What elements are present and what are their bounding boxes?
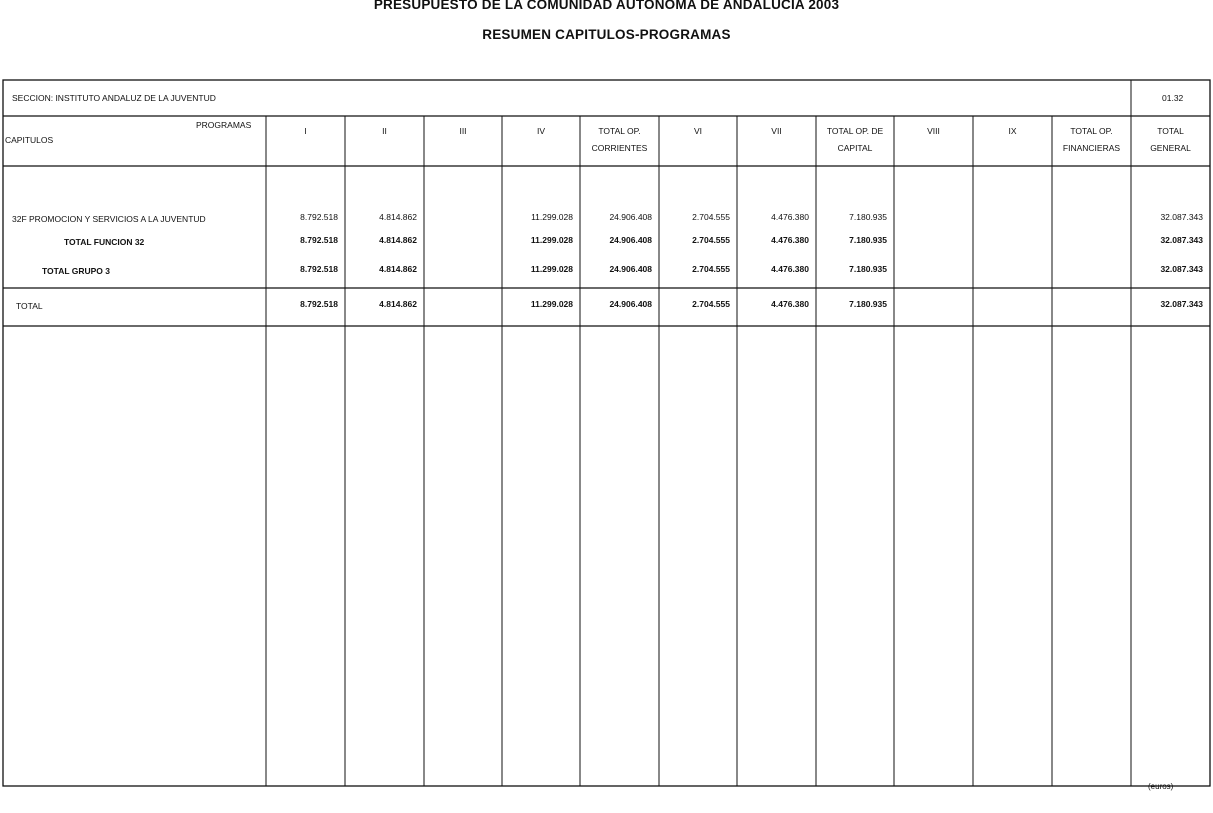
column-header: VIII — [927, 126, 940, 136]
table-cell: 4.814.862 — [379, 235, 417, 245]
table-cell: 11.299.028 — [530, 235, 573, 245]
table-cell: 24.906.408 — [609, 264, 652, 274]
table-cell: 4.476.380 — [771, 299, 809, 309]
table-cell: 11.299.028 — [531, 212, 573, 222]
table-cell: 24.906.408 — [609, 235, 652, 245]
table-cell: 4.814.862 — [379, 212, 417, 222]
table-cell: 11.299.028 — [530, 299, 573, 309]
table-cell: 24.906.408 — [609, 299, 652, 309]
table-cell: 24.906.408 — [609, 212, 652, 222]
column-header: III — [459, 126, 467, 136]
table-cell: 32.087.343 — [1160, 264, 1203, 274]
units-note: (euros) — [1148, 782, 1174, 791]
column-header: II — [382, 126, 387, 136]
table-cell: 8.792.518 — [300, 264, 338, 274]
column-header: IX — [1008, 126, 1017, 136]
table-cell: 7.180.935 — [849, 212, 887, 222]
table-cell: 2.704.555 — [692, 264, 730, 274]
page-title: PRESUPUESTO DE LA COMUNIDAD AUTONOMA DE ANDALUCIA 2003 — [373, 0, 840, 12]
table-cell: 4.476.380 — [771, 235, 809, 245]
table-cell: 4.476.380 — [771, 264, 809, 274]
table-cell: 32.087.343 — [1160, 212, 1203, 222]
table-cell: 7.180.935 — [849, 264, 887, 274]
table-cell: 4.814.862 — [379, 264, 417, 274]
table-cell: 4.476.380 — [771, 212, 809, 222]
column-header: TOTAL OP. FINANCIERAS — [1062, 126, 1121, 153]
table-cell: 8.792.518 — [300, 299, 338, 309]
header-capitulos: CAPITULOS — [5, 135, 54, 145]
column-header: TOTAL OP. DE CAPITAL — [826, 126, 884, 153]
table-cell: 2.704.555 — [692, 299, 730, 309]
column-header: VII — [771, 126, 782, 136]
row-label: TOTAL GRUPO 3 — [42, 266, 111, 276]
column-header: I — [304, 126, 307, 136]
column-header: TOTAL OP. CORRIENTES — [591, 126, 648, 153]
table-cell: 8.792.518 — [300, 212, 338, 222]
section-code: 01.32 — [1162, 93, 1184, 103]
table-cell: 32.087.343 — [1160, 235, 1203, 245]
column-header: IV — [536, 126, 546, 136]
table-cell: 8.792.518 — [300, 235, 338, 245]
row-label: 32F PROMOCION Y SERVICIOS A LA JUVENTUD — [12, 214, 206, 224]
table-cell: 2.704.555 — [692, 212, 730, 222]
table-cell: 7.180.935 — [849, 235, 887, 245]
table-cell: 11.299.028 — [530, 264, 573, 274]
header-programas: PROGRAMAS — [196, 120, 252, 130]
table-cell: 2.704.555 — [692, 235, 730, 245]
page-subtitle: RESUMEN CAPITULOS-PROGRAMAS — [482, 27, 731, 42]
table-cell: 4.814.862 — [379, 299, 417, 309]
table-cell: 7.180.935 — [849, 299, 887, 309]
row-label: TOTAL — [16, 301, 43, 311]
section-label: SECCION: INSTITUTO ANDALUZ DE LA JUVENTUD — [12, 93, 216, 103]
column-header: VI — [693, 126, 703, 136]
column-header: TOTAL GENERAL — [1150, 126, 1191, 153]
table-cell: 32.087.343 — [1160, 299, 1203, 309]
row-label: TOTAL FUNCION 32 — [64, 237, 145, 247]
